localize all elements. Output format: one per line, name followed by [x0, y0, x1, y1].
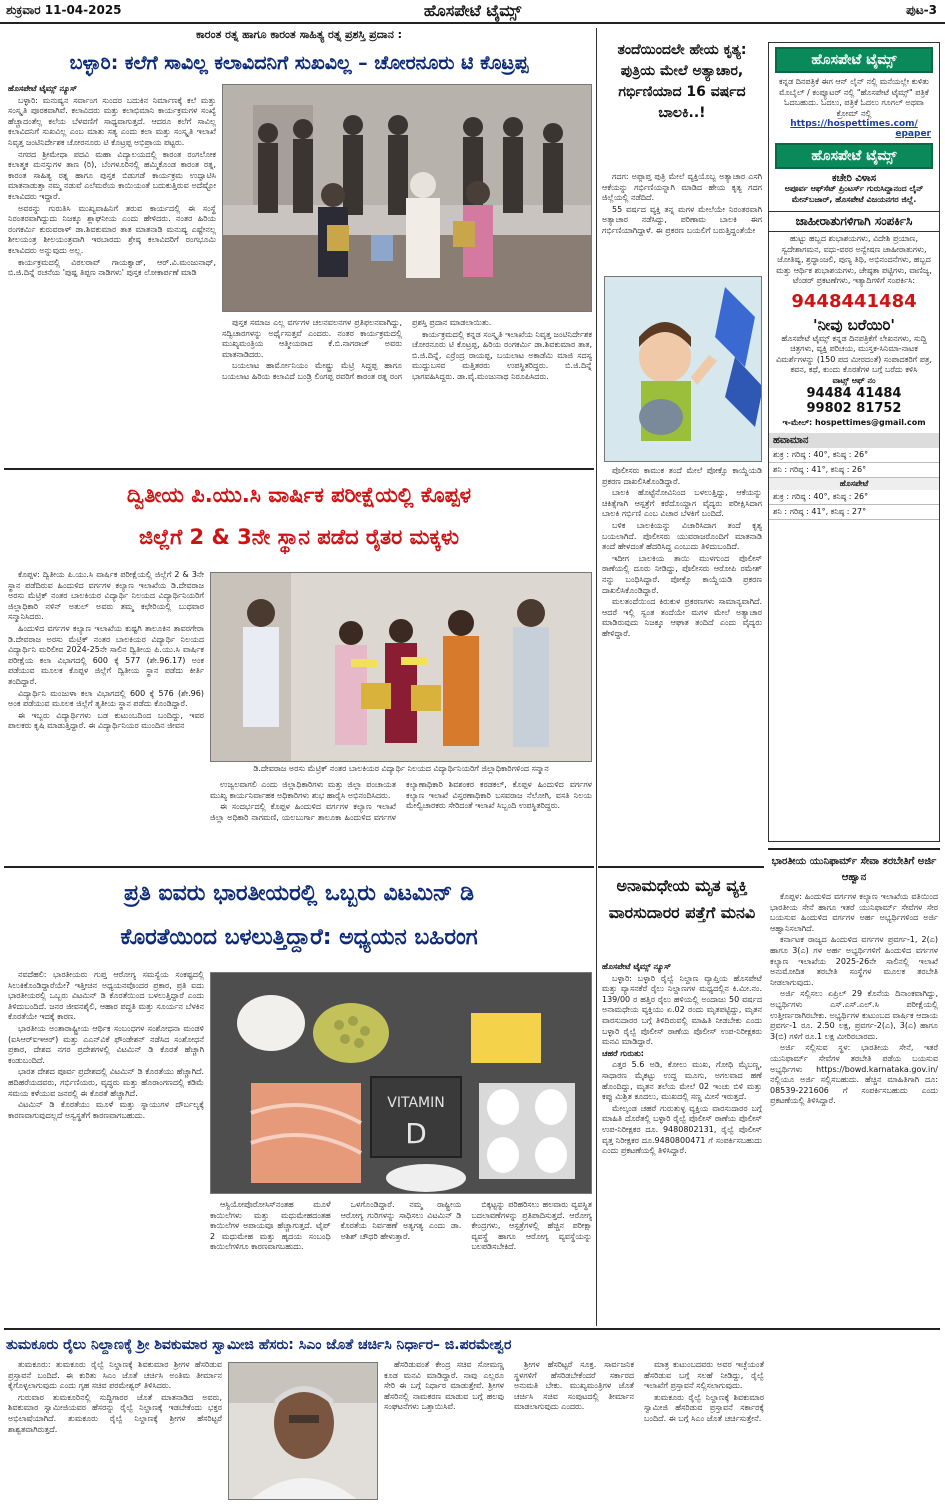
side-story-paragraph: 55 ವರ್ಷದ ವ್ಯಕ್ತಿ ತನ್ನ ಮಗಳ ಮೇಲೆಯೇ ನಿರಂತರವಾಗಿ ಅತ್ಯಾಚಾರ ನಡೆಸಿದ್ದು, ಪರಿಣಾಮ ಬಾಲಕಿ ಈಗ ಗರ್ಭಿಣಿಯಾಗಿದ್ದಾಳೆ. ಈ ಪ್ರಕರಣ ಬಯಲಿಗೆ ಬರುತ್ತಿದ್ದಂತೆಯೇ [602, 204, 762, 235]
side-story-headline: ತಂದೆಯಿಂದಲೇ ಹೇಯ ಕೃತ್ಯ: ಪುತ್ರಿಯ ಮೇಲೆ ಅತ್ಯಾಚಾರ, ಗರ್ಭಿಣಿಯಾದ 16 ವರ್ಷದ ಬಾಲಕಿ..! [617, 42, 747, 121]
story6-paragraph: ಶ್ರೀಗಳ ಹೆಸರಿಟ್ಟರೆ ಸೂಕ್ತ. ಸಾರ್ವಜನಿಕ ಸ್ಥಳಗಳಿಗೆ ಹೆಸರಿಡಬೇಕೆಂದರೆ ಸರ್ಕಾರದ ಅನುಮತಿ ಬೇಕು. ಮುಖ್ಯಮಂತ್ರಿಗಳ ಜೊತೆ ಚರ್ಚಿಸಿ ಸಚಿವ ಸಂಪುಟದಲ್ಲಿ ತೀರ್ಮಾನ ಮಾಡಲಾಗುವುದು ಎಂದರು. [514, 1360, 634, 1412]
weather-values: : ಗರಿಷ್ಠ : 41°, ಕನಿಷ್ಠ : 27° [784, 506, 867, 516]
story3-bottom-columns [210, 1200, 592, 1324]
weather-day: ಶುಕ್ರ [773, 449, 784, 459]
divider [598, 866, 764, 868]
website-link[interactable]: https://hospettimes.com/ [790, 119, 918, 129]
whatsapp-phone-2: 99802 81752 [806, 401, 902, 416]
story1-kicker: ಕಾರಂತ ರತ್ನ ಹಾಗೂ ಕಾರಂತ ಸಾಹಿತ್ಯ ರತ್ನ ಪ್ರಶಸ್ತಿ ಪ್ರದಾನ : [195, 28, 403, 41]
divider [768, 848, 940, 850]
sidebar-brand-text: ಕನ್ನಡ ದಿನಪತ್ರಿಕೆ ಈಗ ಆನ್ ಲೈನ್ ನಲ್ಲಿ ಮನೆಯಲ್ಲೇ ಕುಳಿತು ಮೊಬೈಲ್ / ಕಂಪ್ಯೂಟರ್ ನಲ್ಲಿ "ಹೊಸಪೇಟೆ ಟೈಮ್ಸ್" ಪತ್ರಿಕೆ ಓದಬಹುದು. ಓದಲು, ಪತ್ರಿಕೆ ಓದಲು ಗೂಗಲ್ ಅಥವಾ ಕ್ರೋಮ್ ನಲ್ಲಿ [779, 77, 929, 118]
weather-values: : ಗರಿಷ್ಠ : 40°, ಕನಿಷ್ಠ : 26° [786, 449, 869, 459]
weather-day: ಶನಿ [773, 506, 782, 516]
story2-paragraph: ಕೊಪ್ಪಳ: ದ್ವಿತೀಯ ಪಿ.ಯು.ಸಿ ವಾರ್ಷಿಕ ಪರೀಕ್ಷೆಯಲ್ಲಿ ಜಿಲ್ಲೆಗೆ 2 & 3ನೇ ಸ್ಥಾನ ಪಡೆದಿರುವ ಹಿಂದುಳಿದ ವರ್ಗಗಳ ಕಲ್ಯಾಣ ಇಲಾಖೆಯ ಡಿ.ದೇವರಾಜ ಅರಸು ಮೆಟ್ರಿಕ್ ನಂತರ ಬಾಲಕಿಯರ ವಿದ್ಯಾರ್ಥಿ ನಿಲಯದ ವಿದ್ಯಾರ್ಥಿನಿಯರಿಗೆ ಜಿಲ್ಲಾಧಿಕಾರಿ ನಳಿನ್ ಅತುಲ್ ಅವರು ತಮ್ಮ ಕಛೇರಿಯಲ್ಲಿ ಬುಧವಾರ ಸನ್ಮಾನಿಸಿದರು. [8, 570, 204, 622]
story4-paragraph: ಎತ್ತರ 5.6 ಅಡಿ, ಕೋಲು ಮುಖ, ಗೋಧಿ ಮೈಬಣ್ಣ, ಸಾಧಾರಣ ಮೈಕಟ್ಟು ಉದ್ದ ಮೂಗು, ಅಗಲವಾದ ಹಣೆ ಹೊಂದಿದ್ದು, ಮೃತನ ತಲೆಯ ಮೇಲೆ 02 ಇಂಚು ಬಿಳಿ ಮತ್ತು ಕಪ್ಪು ಮಿಶ್ರಿತ ಕೂದಲು, ಮುಖದಲ್ಲಿ ಸಣ್ಣ ಮೀಸೆ ಇರುತ್ತದೆ. [602, 1060, 762, 1102]
story1-paragraph: ಬಯಲಾಟ ಹಾರ್ಮೋನಿಯಂ ಮೇಷ್ಟ್ರು ಮೆಟ್ರಿ ಸಿದ್ದಪ್ಪ ಹಾಗೂ ಬಯಲಾಟ ಹಿರಿಯ ಕಲಾವಿದೆ ಬಂಡ್ರಿ ಲಿಂಗಪ್ಪ ರವರಿಗೆ ಕಾರಂತ ರತ್ನ ರಂಗ ಪ್ರಶಸ್ತಿ ಪ್ರದಾನ ಮಾಡಲಾಯಿತು. [222, 318, 492, 381]
side-story-paragraph: ಮಲತಂದೆಯಿಂದ ಕಿರುಕುಳ ಪ್ರಕರಣಗಳು ಸಾಮಾನ್ಯವಾಗಿದೆ. ಆದರೆ ಇಲ್ಲಿ ಸ್ವಂತ ತಂದೆಯೇ ಮಗಳ ಮೇಲೆ ಅತ್ಯಾಚಾರ ಮಾಡಿರುವುದು ನಿಜಕ್ಕೂ ಆಘಾತ ತಂದಿದೆ ಎಂದು ವೈದ್ಯರು ಹೇಳಿದ್ದಾರೆ. [602, 597, 762, 638]
newspaper-title: ಹೊಸಪೇಟೆ ಟೈಮ್ಸ್ [423, 1, 522, 20]
side-story-illustration [604, 276, 762, 462]
story3-paragraph: ವಿಟಮಿನ್ ಡಿ ಕೊರತೆಯು ಮೂಳೆ ಮತ್ತು ಸ್ನಾಯುಗಳ ದೌರ್ಬಲ್ಯಕ್ಕೆ ಕಾರಣವಾಗುವುದಲ್ಲದೆ ಅಸ್ವಸ್ಥತೆಗೆ ಕಾರಣವಾಗಬಹುದು. [8, 1100, 204, 1120]
story1-paragraph: ಬಳ್ಳಾರಿ: ಮನುಷ್ಯನ ಸರ್ವಾಂಗ ಸುಂದರ ಬದುಕಿನ ನಿರ್ಮಾಣಕ್ಕೆ ಕಲೆ ಮತ್ತು ಸಂಸ್ಕೃತಿ ಪೂರಕವಾಗಿವೆ. ಕಲಾವಿದರು ಮತ್ತು ಕಲಾಭಿಮಾನಿ ಕಾರ್ಯಕ್ರಮಗಳ ಸಂಖ್ಯೆ ಹೆಚ್ಚಾದಂತೆಲ್ಲ ಕಲೆಯ ಬೆಳವಣಿಗೆ ಸಾಧ್ಯವಾಗುತ್ತದೆ. ಆದರೂ ಕಲೆಗೆ ಸಾವಿಲ್ಲ ಕಲಾವಿದನಿಗೆ ಸುಖವಿಲ್ಲ ಎಂಬ ಮಾತು ಸತ್ಯ ಎಂದು ಕಲಾ ಮತ್ತು ಸಂಸ್ಕೃತಿ ಇಲಾಖೆ ನಿವೃತ್ತ ಜಂಟಿನಿರ್ದೇಶಕ ಚೋರನೂರು ಟಿ ಕೊಟ್ರಪ್ಪ ಅಭಿಪ್ರಾಯ ಪಟ್ಟರು. [8, 95, 216, 147]
page-number: ಪುಟ-3 [906, 3, 937, 17]
story1-paragraph: ಅವರನ್ನು ಗುರುತಿಸಿ ಮುಖ್ಯವಾಹಿನಿಗೆ ತರುವ ಕಾರ್ಯದಲ್ಲಿ ಈ ಸಂಸ್ಥೆ ನಿರಂತರವಾಗಿದ್ದುದು ನಿಜಕ್ಕೂ ಶ್ಲಾಘನೀಯ ಎಂದು ಹೇಳಿದರು. ನಂತರ ಹಿರಿಯ ರಂಗಕರ್ಮಿ ಕುರುವರಾಳ್ ಡಾ.ಶಿವಕುಮಾರ ತಾತ ಮಾತನಾಡಿ ಮನುಷ್ಯ ಎಷ್ಟೇನಲ್ಲ ಶೀಲಯಂತ್ರ ಶೀಲಯಂತ್ರವಾಗಿ ಇರಬಾರದು ಶ್ರೇಷ್ಠ ಕಲಾವಿದರಿಗೆ ರಂಗಭೂಮಿ ಕಲಾವಿದರು ಅನ್ನುವುದು ಅಲ್ಲ. [8, 203, 216, 255]
story6-paragraph: ಹೆಸರಿಡುವಂತೆ ಕೇಂದ್ರ ಸಚಿವ ಸೋಮಣ್ಣ ಕೂಡ ಮನವಿ ಮಾಡಿದ್ದಾರೆ. ನಾವು ಎಲ್ಲರೂ ಸೇರಿ ಈ ಬಗ್ಗೆ ನಿರ್ಧಾರ ಮಾಡುತ್ತೇವೆ. ಶ್ರೀಗಳ ಹೆಸರಿನಲ್ಲಿ ನಾಮಕರಣ ಮಾಡುವ ಬಗ್ಗೆ ಹಲವು ಸಂಘಟನೆಗಳು ಒತ್ತಾಯಿಸಿವೆ. [384, 1360, 504, 1412]
side-story-paragraph: ಬಳಿಕ ಬಾಲಕಿಯನ್ನು ವಿಚಾರಿಸಿದಾಗ ತಂದೆ ಕೃತ್ಯ ಬಯಲಾಗಿದೆ. ಪೊಲೀಸರು ಯುವರಾಜರೊಂದಿಗೆ ಮಾತನಾಡಿ ತಂದೆ ಹೇಳದಂತೆ ಹೆದರಿಸಿದ್ದ ಎಂಬುದು ತಿಳಿದುಬಂದಿದೆ. [602, 520, 762, 552]
column-divider [596, 28, 597, 1326]
whatsapp-phone-1: 94484 41484 [806, 386, 902, 401]
write-to-us-slogan: 'ನೀವು ಬರೆಯಿರಿ' [812, 315, 895, 334]
story4-text [602, 962, 762, 1324]
story3-headline [6, 872, 592, 966]
story2-paragraph: ಉಜ್ವಲವಾಗಲಿ ಎಂದು ಜಿಲ್ಲಾಧಿಕಾರಿಗಳು ಮತ್ತು ಜಿಲ್ಲಾ ಪಂಚಾಯತ ಮುಖ್ಯ ಕಾರ್ಯನಿರ್ವಾಹಕ ಅಧಿಕಾರಿಗಳು ಶುಭ ಹಾರೈಸಿ ಅಭಿನಂದಿಸಿದರು. [210, 780, 396, 800]
divider [4, 468, 594, 470]
story1-headline: ಬಳ್ಳಾರಿ: ಕಲೆಗೆ ಸಾವಿಲ್ಲ ಕಲಾವಿದನಿಗೆ ಸುಖವಿಲ್ಲ – ಚೋರನೂರು ಟಿ ಕೊಟ್ರಪ್ಪ [69, 52, 529, 74]
story3-paragraph: ಒಳಗೊಂಡಿದ್ದಾರೆ. ನಮ್ಮ ರಾಷ್ಟ್ರೀಯ ಆರೋಗ್ಯ ಗುರಿಗಳನ್ನು ಸಾಧಿಸಲು ವಿಟಮಿನ್ ಡಿ ಕೊರತೆಯ ನಿರ್ವಹಣೆ ಅತ್ಯಗತ್ಯ ಎಂದು ಡಾ. ಅಶಿಶ್ ಚೌಧರಿ ಹೇಳುತ್ತಾರೆ. [340, 1200, 462, 1241]
write-to-us-text: ಹೊಸಪೇಟೆ ಟೈಮ್ಸ್ ಕನ್ನಡ ದಿನಪತ್ರಿಕೆಗೆ ಲೇಖನಗಳು, ಸುದ್ದಿ ಚಿತ್ರಗಳು, ವ್ಯಕ್ತಿ ಪರಿಚಯ, ಮುಸ್ತಕ-ಸಿನಿಮಾ-ನಾಟಕ ವಿಮರ್ಶೆಗಳನ್ನು (150 ಪದ ಮೀರದಂತೆ) ಸಂಪಾದಕರಿಗೆ ಪತ್ರ, ಕವನ, ಕಥೆ, ಕುಂದು ಕೊರತೆಗಳ ಬಗ್ಗೆ ಬರೆದು ಕಳಿಸಿ [776, 333, 932, 374]
story3-headline-line1: ಪ್ರತಿ ಐವರು ಭಾರತೀಯರಲ್ಲಿ ಒಬ್ಬರು ವಿಟಮಿನ್ ಡಿ [124, 881, 474, 906]
story6-paragraph: ಮಾತ್ರ ಕುಟುಂಬದವರು ಅವರ ಇಚ್ಛೆಯಂತೆ ಹೆಸರಿಡುವ ಬಗ್ಗೆ ಸಲಹೆ ನೀಡಿದ್ದು, ರೈಲ್ವೆ ಇಲಾಖೆಗೆ ಪ್ರಸ್ತಾವನೆ ಸಲ್ಲಿಸಲಾಗುವುದು. [644, 1360, 764, 1391]
side-story-text [602, 466, 762, 862]
weather-values: : ಗರಿಷ್ಠ : 41°, ಕನಿಷ್ಠ : 26° [784, 464, 867, 474]
story4-subhead: ಚಹರೆ ಗುರುತು: [602, 1048, 644, 1058]
ads-text: ಹುಟ್ಟು ಹಬ್ಬದ ಶುಭಾಶಯಗಳು, ವಿದೇಶಿ ಪ್ರಯಾಣ, ಸ್ವದೇಶಾಗಮನ, ವಧು-ವರರ ಅನ್ವೇಷಣ ಜಾಹೀರಾತುಗಳು, ಜೋತಿಷ್ಯ, ಶ್ರದ್ಧಾಂಜಲಿ, ಪುಣ್ಯ ತಿಥಿ, ಅಭಿನಂದನೆಗಳು, ಹಬ್ಬದ ಮತ್ತು ಆರ್ಥಿಕ ಶುಭಾಶಯಗಳು, ಜೇಷ್ಠತಾ ಪಟ್ಟಿಗಳು, ವಾಣಿಜ್ಯ, ಟೆಂಡರ್ ಪ್ರಕಟಣೆಗಳು, ಇತ್ಯಾದಿಗಳಿಗೆ ಸಂಪರ್ಕಿಸಿ: [776, 234, 932, 285]
weather-day: ಶುಕ್ರ [773, 491, 784, 501]
story5-paragraph: ಅರ್ಜಿ ಸಲ್ಲಿಸಲು ಏಪ್ರಿಲ್ 29 ಕೊನೆಯ ದಿನಾಂಕವಾಗಿದ್ದು, ಅಭ್ಯರ್ಥಿಗಳು ಎಸ್.ಎಸ್.ಎಲ್.ಸಿ ಪರೀಕ್ಷೆಯಲ್ಲಿ ಉತ್ತೀರ್ಣರಾಗಿರಬೇಕು. ಅಭ್ಯರ್ಥಿಗಳ ಕುಟುಂಬದ ವಾರ್ಷಿಕ ಆದಾಯ ಪ್ರವರ್ಗ-1 ರೂ. 2.50 ಲಕ್ಷ, ಪ್ರವರ್ಗ-2(ಎ), 3(ಎ) ಹಾಗೂ 3(ಬಿ) ಗಳಿಗೆ ರೂ.1 ಲಕ್ಷ ಮೀರಿರಬಾರದು. [770, 989, 938, 1041]
story6-paragraph: ತುಮಕೂರು ರೈಲ್ವೆ ನಿಲ್ದಾಣಕ್ಕೆ ಶಿವಕುಮಾರ ಸ್ವಾಮೀಜಿ ಹೆಸರಿಡುವ ಪ್ರಸ್ತಾವನೆ ಸರ್ಕಾರಕ್ಕೆ ಬಂದಿದೆ. ಈ ಬಗ್ಗೆ ಸಿಎಂ ಜೊತೆ ಚರ್ಚಿಸುತ್ತೇನೆ. [644, 1392, 764, 1423]
frightened-child-illustration [605, 277, 762, 462]
story4-headline: ಅನಾಮಧೇಯ ಮೃತ ವ್ಯಕ್ತಿ ವಾರಸುದಾರರ ಪತ್ತೆಗೆ ಮನವಿ [608, 876, 756, 922]
story3-paragraph: ಆಸ್ಟಿಯೋಪೊರೋಸಿಸ್‌ನಂತಹ ಮೂಳೆ ಕಾಯಿಲೆಗಳು ಮತ್ತು ಮಧುಮೇಹದಂತಹ ಕಾಯಿಲೆಗಳ ಅಪಾಯವೂ ಹೆಚ್ಚಾಗುತ್ತದೆ. ಟೈಪ್ 2 ಮಧುಮೇಹ ಮತ್ತು ಹೃದಯ ಸಂಬಂಧಿ ಕಾಯಿಲೆಗಳಿಗೂ ಕಾರಣವಾಗಬಹುದು. [210, 1200, 331, 1252]
story6-left-column [8, 1360, 222, 1500]
students-felicitation-photo [210, 572, 592, 762]
story2-paragraph: ಹಿಂದುಳಿದ ವರ್ಗಗಳ ಕಲ್ಯಾಣ ಇಲಾಖೆಯ ಕುಷ್ಟಗಿ ತಾಲೂಕಿನ ತಾವರಗೇರಾ ಡಿ.ದೇವರಾಜ ಅರಸು ಮೆಟ್ರಿಕ್ ನಂತರ ಬಾಲಕಿಯರ ವಿದ್ಯಾರ್ಥಿ ನಿಲಯದ ವಿದ್ಯಾರ್ಥಿನಿ ಮರಿಲೀವ 2024-25ನೇ ಸಾಲಿನ ದ್ವಿತೀಯ ಪಿ.ಯು.ಸಿ ವಾರ್ಷಿಕ ಪರೀಕ್ಷೆಯ ಕಲಾ ವಿಭಾಗದಲ್ಲಿ 600 ಕ್ಕೆ 577 (ಶೇ.96.17) ಅಂಕ ಪಡೆಯುವ ಮೂಲಕ ಕೊಪ್ಪಳ ಜಿಲ್ಲೆಗೆ ದ್ವಿತೀಯ ಸ್ಥಾನ ಪಡೆದು ಕೀರ್ತಿ ತಂದಿದ್ದಾರೆ. [8, 623, 204, 686]
story3-headline-line2: ಕೊರತೆಯಿಂದ ಬಳಲುತ್ತಿದ್ದಾರೆ: ಅಧ್ಯಯನ ಬಹಿರಂಗ [120, 925, 478, 950]
weather-row [769, 490, 939, 505]
office-address: ಅಪೂರ್ವ ಆಫ್‌ಸೆಟ್ ಪ್ರಿಂಟರ್ಸ್ ಗುರುಸಿದ್ದಾನಂದ ಲೈನ್ ಮೇನ್‌ಬಜಾರ್, ಹೊಸಪೇಟೆ ವಿಜಯನಗರ ಜಿಲ್ಲೆ. [784, 184, 924, 204]
story2-bottom-columns [210, 780, 592, 864]
side-story-paragraph: ಗದಗ: ಅಪ್ಪಾಪ್ತ ಪುತ್ರಿ ಮೇಲೆ ವ್ಯಕ್ತಿಯೊಬ್ಬ ಅತ್ಯಾಚಾರ ಎಸಗಿ ಆಕೆಯನ್ನು ಗರ್ಭಿಣಿಯನ್ನಾಗಿ ಮಾಡಿದ ಹೇಯ ಕೃತ್ಯ ಗದಗ ಜಿಲ್ಲೆಯಲ್ಲಿ ನಡೆದಿದೆ. [602, 172, 762, 203]
side-story-paragraph: ಇದೀಗ ಬಾಲಕಿಯ ತಾಯಿ ಮುಳಗುಂದ ಪೊಲೀಸ್ ಠಾಣೆಯಲ್ಲಿ ದೂರು ನೀಡಿದ್ದು, ಪೊಲೀಸರು ಆರೋಪಿ ರಮೇಶ್ ನನ್ನು ಬಂಧಿಸಿದ್ದಾರೆ. ಪೋಕ್ಸೊ ಕಾಯ್ದೆಯಡಿ ಪ್ರಕರಣ ದಾಖಲಿಸಿಕೊಂಡಿದ್ದಾರೆ. [602, 553, 762, 595]
epaper-link[interactable]: epaper [895, 129, 931, 139]
story2-paragraph: ವಿದ್ಯಾರ್ಥಿನಿ ಮಂಜುಳಾ ಕಲಾ ವಿಭಾಗದಲ್ಲಿ 600 ಕ್ಕೆ 576 (ಶೇ.96) ಅಂಕ ಪಡೆಯುವ ಮೂಲಕ ಜಿಲ್ಲೆಗೆ ತೃತೀಯ ಸ್ಥಾನ ಪಡೆದು ಕೊಂಡಿದ್ದಾರೆ. [8, 688, 204, 709]
vitamin-d-illustration [211, 973, 592, 1194]
vitamin-d-foods-photo [210, 972, 592, 1194]
weather-heading: ಹವಾಮಾನ [769, 433, 939, 448]
story1-left-column [8, 84, 216, 462]
award-ceremony-photo [222, 84, 592, 312]
story4-byline: ಹೊಸಪೇಟೆ ಟೈಮ್ಸ್ ನ್ಯೂಸ್ [602, 962, 671, 971]
side-story-paragraph: ಬಾಲಕಿ ಹೊಟ್ಟೆನೋವಿನಿಂದ ಬಳಲುತ್ತಿದ್ದು, ಆಕೆಯನ್ನು ಚಿಕಿತ್ಸೆಗಾಗಿ ಆಸ್ಪತ್ರೆಗೆ ಕರೆದೊಯ್ದಾಗ ವೈದ್ಯರು ಪರೀಕ್ಷಿಸಿದಾಗ ಬಾಲಕಿ ಗರ್ಭಿಣಿ ಎಂಬ ವಿಚಾರ ಬೆಳಕಿಗೆ ಬಂದಿದೆ. [602, 488, 762, 519]
whatsapp-label: ವಾಟ್ಸ್ ಆಫ್ ನಂ [832, 375, 876, 385]
side-story-top-text [602, 172, 762, 272]
students-felicitation-illustration [211, 573, 592, 762]
story1-byline: ಹೊಸಪೇಟೆ ಟೈಮ್ಸ್ ನ್ಯೂಸ್ [8, 84, 77, 93]
story3-paragraph: ಬಿಕ್ಕಟ್ಟನ್ನು ಪರಿಹರಿಸಲು ಹಲವಾರು ವ್ಯವಸ್ಥಿತ ಬದಲಾವಣೆಗಳನ್ನು ಪ್ರತಿಪಾದಿಸುತ್ತದೆ. ಆರೋಗ್ಯ ಕೇಂದ್ರಗಳು, ಆಸ್ಪತ್ರೆಗಳಲ್ಲಿ ಹೆಚ್ಚಿನ ಪರೀಕ್ಷಾ ವ್ಯವಸ್ಥೆ ಹಾಗೂ ಆರೋಗ್ಯ ವ್ಯವಸ್ಥೆಯನ್ನು ಬಲಪಡಿಸಬೇಕಿದೆ. [471, 1200, 592, 1252]
story2-photo-caption: ಡಿ.ದೇವರಾಜ ಅರಸು ಮೆಟ್ರಿಕ್ ನಂತರ ಬಾಲಕಿಯರ ವಿದ್ಯಾರ್ಥಿ ನಿಲಯದ ವಿದ್ಯಾರ್ಥಿನಿಯರಿಗೆ ಜಿಲ್ಲಾಧಿಕಾರಿಗಳಿಂದ ಸನ್ಮಾನ [210, 764, 592, 776]
story1-paragraph: ಕಾರ್ಯಕ್ರಮದಲ್ಲಿ ವಿಠಲರಾವ್ ಗಾಯಕ್ವಾಡ್, ಆರ್.ವಿ.ಮಂಜುನಾಥ್, ಬಿ.ಜಿ.ದಿನ್ನೆ ರಚನೆಯ 'ಪುಷ್ಪ ತಿಪ್ಪಣ ನಾಡಿಗಳು' ಪುಸ್ತಕ ಲೋಕಾರ್ಪಣೆ ಮಾಡಿ [8, 257, 216, 278]
story1-bottom-columns [222, 318, 592, 464]
story2-headline-line2: ಜಿಲ್ಲೆಗೆ 2 & 3ನೇ ಸ್ಥಾನ ಪಡೆದ ರೈತರ ಮಕ್ಕಳು [138, 525, 459, 549]
weather-row [769, 505, 939, 520]
story1-paragraph: ಕಾರ್ಯಕ್ರಮದಲ್ಲಿ ಕನ್ನಡ ಸಂಸ್ಕೃತಿ ಇಲಾಖೆಯ ನಿವೃತ್ತ ಜಂಟಿನಿರ್ದೇಶಕ ಚೋರನೂರು ಟಿ ಕೊಟ್ರಪ್ಪ, ಹಿರಿಯ ರಂಗಕರ್ಮಿ ಡಾ.ಶಿವಕುಮಾರ ತಾತ, ಬಿ.ಜಿ.ದಿನ್ನೆ, ಎರ್ರೆಂದ್ರ ರಾಯಪ್ಪ, ಬಯಲಾಟ ಅಕಾಡೆಮಿ ಮಾಜಿ ಸದಸ್ಯ ಮುದ್ದುಬಸವ ಮತ್ತಿತರರು ಉಪಸ್ಥಿತರಿದ್ದರು. ಬಿ.ಜಿ.ದಿನ್ನೆ ಭಾಗವಹಿಸಿದ್ದರು. ಡಾ.ವೈ.ಮಂಜುನಾಥ ನಿರೂಪಿಸಿದರು. [412, 329, 592, 381]
award-ceremony-illustration [223, 85, 592, 312]
side-story-paragraph: ಪೊಲೀಸರು ಕಾಮುಕ ತಂದೆ ಮೇಲೆ ಪೋಕ್ಸೊ ಕಾಯ್ದೆಯಡಿ ಪ್ರಕರಣ ದಾಖಲಿಸಿಕೊಂಡಿದ್ದಾರೆ. [602, 466, 762, 486]
email-address: ಇ-ಮೇಲ್: hospettimes@gmail.com [782, 418, 926, 427]
issue-date: ಶುಕ್ರವಾರ 11-04-2025 [6, 3, 122, 17]
sidebar-brand-2: ಹೊಸಪೇಟೆ ಟೈಮ್ಸ್ [775, 143, 933, 169]
divider [4, 1328, 940, 1330]
story3-paragraph: ನವದೆಹಲಿ: ಭಾರತೀಯರು ಗುಪ್ತ ಆರೋಗ್ಯ ಸಮಸ್ಯೆಯ ಸಂಕಷ್ಟದಲ್ಲಿ ಸಿಲುಕಿಕೊಂಡಿದ್ದಾರೆಯೇ? ಇತ್ತೀಚಿನ ಅಧ್ಯಯನವೊಂದರ ಪ್ರಕಾರ, ಪ್ರತಿ ಐದು ಭಾರತೀಯರಲ್ಲಿ ಒಬ್ಬರು ವಿಟಮಿನ್ ಡಿ ಕೊರತೆಯಿಂದ ಬಳಲುತ್ತಿದ್ದಾರೆ ಎಂದು ತಿಳಿದುಬಂದಿದೆ. ಜನರ ಜೀವನಶೈಲಿ, ಆಹಾರ ಪದ್ಧತಿ ಮತ್ತು ಸೂರ್ಯನ ಬೆಳಕಿನ ಕೊರತೆಯೇ ಇದಕ್ಕೆ ಕಾರಣ. [8, 970, 204, 1022]
weather-city: ಹೊಸಪೇಟೆ [769, 478, 939, 490]
ads-phone: 9448441484 [791, 290, 917, 312]
story4-paragraph: ಬಳ್ಳಾರಿ: ಬಳ್ಳಾರಿ ರೈಲ್ವೆ ನಿಲ್ದಾಣ ವ್ಯಾಪ್ತಿಯ ಹೊಸಪೇಟೆ ಮತ್ತು ವ್ಯಾಸನಕೆರೆ ರೈಲು ನಿಲ್ದಾಣಗಳ ಮಧ್ಯದಲ್ಲಿನ ಕಿ.ಮೀ.ನಂ. 139/00 ರ ಹತ್ತಿರ ರೈಲು ಹಳಿಯಲ್ಲಿ ಅಂದಾಜು 50 ವರ್ಷದ ಅನಾಮಧೇಯ ವ್ಯಕ್ತಿಯು ಏ.02 ರಂದು ಮೃತಪಟ್ಟಿದ್ದು, ಮೃತನ ವಾರಸುದಾರರ ಬಗ್ಗೆ ತಿಳಿದಿರುವಲ್ಲಿ ಮಾಹಿತಿ ನೀಡಬೇಕು ಎಂದು ಬಳ್ಳಾರಿ ರೈಲ್ವೆ ಪೊಲೀಸ್ ಠಾಣೆಯ ಪೊಲೀಸ್ ಉಪ-ನಿರೀಕ್ಷಕರು ಮನವಿ ಮಾಡಿದ್ದಾರೆ. [602, 973, 762, 1047]
masthead [0, 0, 945, 24]
sidebar [768, 42, 940, 842]
vitamin-label: VITAMIN [387, 1095, 445, 1111]
story1-paragraph: ನಗರದ ಶ್ರೀಮೇಧಾ ಪದವಿ ಮಹಾ ವಿದ್ಯಾಲಯದಲ್ಲಿ ಕಾರಂತ ರಂಗಲೋಕ ಕಲಾತ್ಮಕ ಮನಸ್ಸುಗಳ ತಾಣ (ರಿ), ಬೆಂಗಳೂರಿನಲ್ಲಿ ಹಮ್ಮಿಕೊಂಡ ಕಾರಂತ ರತ್ನ, ಕಾರಂತ ಸಾಹಿತ್ಯ ರತ್ನ ಹಾಗೂ ಪುಸ್ತಕ ಬಿಡುಗಡೆ ಕಾರ್ಯಕ್ರಮ ಉದ್ಘಾಟಿಸಿ ಮಾತನಾಡುತ್ತಾ ನಮ್ಮ ನಡುವೆ ಎಲೆಮರೆಯ ಕಾಯಿಯಂತೆ ಬದುಕುತ್ತಿರುವ ಅದೆಷ್ಟೋ ಕಲಾವಿದರು ಇದ್ದಾರೆ. [8, 149, 216, 201]
weather-row [769, 463, 939, 478]
minister-portrait-photo [228, 1362, 378, 1500]
weather-row [769, 448, 939, 463]
divider [4, 866, 594, 868]
story3-left-column [8, 970, 204, 1324]
story1-paragraph: ಪುಸ್ತಕ ಸಮಾಜ ಎಲ್ಲ ವರ್ಗಗಳ ಚಲನವಲನಗಳ ಪ್ರತಿಫಲನವಾಗಿದ್ದು, ಸದ್ವಿಚಾರಗಳನ್ನು ಅರ್ಥೈಸುತ್ತವೆ ಎಂದರು. ನಂತರ ಕಾರ್ಯಕ್ರಮದಲ್ಲಿ ಮುಖ್ಯಮಂತ್ರಿಯ ಆತ್ಮೀಯರಾದ ಕೆ.ಬಿ.ನಾಗರಾಜ್ ಅವರು ಮಾತನಾಡಿದರು. [222, 318, 402, 359]
minister-portrait-illustration [229, 1363, 378, 1500]
story5-text [770, 892, 938, 1324]
story2-paragraph: ಈ ಇಬ್ಬರು ವಿದ್ಯಾರ್ಥಿಗಳು ಬಡ ಕುಟುಂಬದಿಂದ ಬಂದಿದ್ದು, ಇವರ ಪಾಲಕರು ಕೃಷಿ ಮಾಡುತ್ತಿದ್ದಾರೆ. ಈ ವಿದ್ಯಾರ್ಥಿನಿಯರ ಮುಂದಿನ ಜೀವನ [8, 710, 204, 731]
weather-values: : ಗರಿಷ್ಠ : 40°, ಕನಿಷ್ಠ : 26° [786, 491, 869, 501]
story5-paragraph: ಕರ್ನಾಟಕ ರಾಜ್ಯದ ಹಿಂದುಳಿದ ವರ್ಗಗಳ ಪ್ರವರ್ಗ-1, 2(ಎ) ಹಾಗೂ 3(ಎ) ಗಳ ಅರ್ಹ ಅಭ್ಯರ್ಥಿಗಳಿಗೆ ಹಿಂದುಳಿದ ವರ್ಗಗಳ ಕಲ್ಯಾಣ ಇಲಾಖೆಯ 2025-26ನೇ ಸಾಲಿನಲ್ಲಿ ಇಲಾಖೆ ಅನುಮೋದಿತ ತರಬೇತಿ ಸಂಸ್ಥೆಗಳ ಮೂಲಕ ತರಬೇತಿ ನೀಡಲಾಗುವುದು. [770, 935, 938, 987]
story6-paragraph: ಗುರುವಾರ ತುಮಕೂರಿನಲ್ಲಿ ಸುದ್ದಿಗಾರರ ಜೊತೆ ಮಾತನಾಡಿದ ಅವರು, ಶಿವಕುಮಾರ ಸ್ವಾಮೀಜಿಯವರ ಹೆಸರನ್ನು ರೈಲ್ವೆ ನಿಲ್ದಾಣಕ್ಕೆ ಇಡಬೇಕೆಂದು ಭಕ್ತರ ಅಭಿಲಾಷೆಯಾಗಿದೆ. ತುಮಕೂರು ರೈಲ್ವೆ ನಿಲ್ದಾಣಕ್ಕೆ ಶ್ರೀಗಳ ಹೆಸರಿಟ್ಟರೆ ಶಾಶ್ವತವಾಗಿರುತ್ತದೆ. [8, 1392, 222, 1434]
story2-left-column [8, 570, 204, 862]
story5-paragraph: ಕೊಪ್ಪಳ: ಹಿಂದುಳಿದ ವರ್ಗಗಳ ಕಲ್ಯಾಣ ಇಲಾಖೆಯ ವತಿಯಿಂದ ಭಾರತೀಯ ಸೇನೆ ಹಾಗೂ ಇತರೆ ಯುನಿಫಾರ್ಮ್ ಸೇವೆಗಳ ಸೇರ ಬಯಸುವ ಹಿಂದುಳಿದ ವರ್ಗಗಳ ಅರ್ಹ ಅಭ್ಯರ್ಥಿಗಳಿಂದ ಅರ್ಜಿ ಆಹ್ವಾನಿಸಲಾಗಿದೆ. [770, 892, 938, 933]
story2-headline-line1: ದ್ವಿತೀಯ ಪಿ.ಯು.ಸಿ ವಾರ್ಷಿಕ ಪರೀಕ್ಷೆಯಲ್ಲಿ ಕೊಪ್ಪಳ [126, 483, 472, 507]
story5-paragraph: ಅರ್ಜಿ ಸಲ್ಲಿಸುವ ಸ್ಥಳ: ಭಾರತೀಯ ಸೇನೆ, ಇತರೆ ಯುನಿಫಾರ್ಮ್ ಸೇವೆಗಳ ತರಬೇತಿ ಪಡೆಯ ಬಯಸುವ ಅಭ್ಯರ್ಥಿಗಳು https://bowd.karnataka.gov.in/ ನಲ್ಲಿಯೂ ಅರ್ಜಿ ಸಲ್ಲಿಸಬಹುದು. ಹೆಚ್ಚಿನ ಮಾಹಿತಿಗಾಗಿ ದೂ: 08539-221606 ಗೆ ಸಂಪರ್ಕಿಸಬಹುದು ಎಂದು ಪ್ರಕಟಣೆಯಲ್ಲಿ ತಿಳಿಸಿದ್ದಾರೆ. [770, 1043, 938, 1106]
story3-paragraph: ಭಾರತೀಯ ಅಂತಾರಾಷ್ಟ್ರೀಯ ಆರ್ಥಿಕ ಸಂಬಂಧಗಳ ಸಂಶೋಧನಾ ಮಂಡಳಿ (ಐಸಿಆರ್‌ಐಇಆರ್) ಮತ್ತು ಎಎನ್‌ವಿಕೆ ಫೌಂಡೇಶನ್ ನಡೆಸಿದ ಸಂಶೋಧನೆ ಪ್ರಕಾರ, ದೇಶದ ನಗರ ಪ್ರದೇಶಗಳಲ್ಲಿ ವಿಟಮಿನ್ ಡಿ ಕೊರತೆ ಹೆಚ್ಚಾಗಿ ಕಂಡುಬಂದಿದೆ. [8, 1023, 204, 1065]
story4-paragraph: ಮೇಲ್ಕಂಡ ಚಹರೆ ಗುರುತುಳ್ಳ ವ್ಯಕ್ತಿಯ ವಾರಸುದಾರರ ಬಗ್ಗೆ ಮಾಹಿತಿ ದೊರೆತಲ್ಲಿ ಬಳ್ಳಾರಿ ರೈಲ್ವೆ ಪೊಲೀಸ್ ಠಾಣೆಯ ಪೊಲೀಸ್ ಉಪ-ನಿರೀಕ್ಷಕರ ದೂ. 9480802131, ರೈಲ್ವೆ ಪೊಲೀಸ್ ವೃತ್ತ ನಿರೀಕ್ಷಕರ ದೂ.9480800471 ಗೆ ಸಂಪರ್ಕಿಸಬಹುದು ಎಂದು ಪ್ರಕಟಣೆಯಲ್ಲಿ ತಿಳಿಸಿದ್ದಾರೆ. [602, 1103, 762, 1156]
story2-headline [6, 474, 592, 564]
sidebar-brand: ಹೊಸಪೇಟೆ ಟೈಮ್ಸ್ [775, 47, 933, 73]
story5-headline: ಭಾರತೀಯ ಯುನಿಫಾರ್ಮ್ ಸೇವಾ ತರಬೇತಿಗೆ ಅರ್ಜಿ ಆಹ್ವಾನ [771, 856, 937, 883]
vitamin-d-letter: D [405, 1117, 427, 1150]
story2-paragraph: ಈ ಸಂದರ್ಭದಲ್ಲಿ ಕೊಪ್ಪಳ ಹಿಂದುಳಿದ ವರ್ಗಗಳ ಕಲ್ಯಾಣ ಇಲಾಖೆ ಜಿಲ್ಲಾ ಅಧಿಕಾರಿ ನಾಗಮಣಿ, ಯಲಬುರ್ಗಾ ತಾಲೂಕಾ ಹಿಂದುಳಿದ ವರ್ಗಗಳ ಕಲ್ಯಾಣಾಧಿಕಾರಿ ಶಿವಶಂಕರ ಕರಡಕಲ್, ಕೊಪ್ಪಳ ಹಿಂದುಳಿದ ವರ್ಗಗಳ ಕಲ್ಯಾಣ ಇಲಾಖೆ ವಿಸ್ತರಣಾಧಿಕಾರಿ ಬಸವರಾಜ ನೆಲೋಗಿ, ವಸತಿ ನಿಲಯ ಮೇಲ್ವಿಚಾರಕರು ಸೇರಿದಂತೆ ಇಲಾಖೆ ಸಿಬ್ಬಂದಿ ಉಪಸ್ಥಿತರಿದ್ದರು. [210, 780, 592, 822]
ads-heading: ಜಾಹೀರಾತುಗಳಿಗಾಗಿ ಸಂಪರ್ಕಿಸಿ [769, 211, 939, 232]
story6-headline: ತುಮಕೂರು ರೈಲು ನಿಲ್ದಾಣಕ್ಕೆ ಶ್ರೀ ಶಿವಕುಮಾರ ಸ್ವಾಮೀಜಿ ಹೆಸರು: ಸಿಎಂ ಜೊತೆ ಚರ್ಚಿಸಿ ನಿರ್ಧಾರ– ಜಿ.ಪರಮೇಶ್ವರ [6, 1337, 512, 1353]
story3-paragraph: ಭಾರತ ದೇಶದ ಪೂರ್ವ ಪ್ರದೇಶದಲ್ಲಿ ವಿಟಮಿನ್ ಡಿ ಕೊರತೆಯು ಹೆಚ್ಚಾಗಿದೆ. ಹದಿಹರೆಯದವರು, ಗರ್ಭಿಣಿಯರು, ವೃದ್ಧರು ಮತ್ತು ಹೊರಾಂಗಣದಲ್ಲಿ ಕಡಿಮೆ ಸಮಯ ಕಳೆಯುವ ಜನರಲ್ಲಿ ಈ ಕೊರತೆ ಹೆಚ್ಚಾಗಿದೆ. [8, 1067, 204, 1098]
story6-right-columns [384, 1360, 764, 1500]
office-label: ಕಚೇರಿ ವಿಳಾಸ [831, 173, 877, 184]
story6-paragraph: ತುಮಕೂರು: ತುಮಕೂರು ರೈಲ್ವೆ ನಿಲ್ದಾಣಕ್ಕೆ ಶಿವಕುಮಾರ ಶ್ರೀಗಳ ಹೆಸರಿಡುವ ಪ್ರಸ್ತಾವನೆ ಬಂದಿದೆ. ಈ ಕುರಿತು ಸಿಎಂ ಜೊತೆ ಚರ್ಚಿಸಿ ಅಂತಿಮ ತೀರ್ಮಾನ ಕೈಗೊಳ್ಳಲಾಗುವುದು ಎಂದು ಗೃಹ ಸಚಿವ ಪರಮೇಶ್ವರ್ ತಿಳಿಸಿದರು. [8, 1360, 222, 1391]
weather-day: ಶನಿ [773, 464, 782, 474]
